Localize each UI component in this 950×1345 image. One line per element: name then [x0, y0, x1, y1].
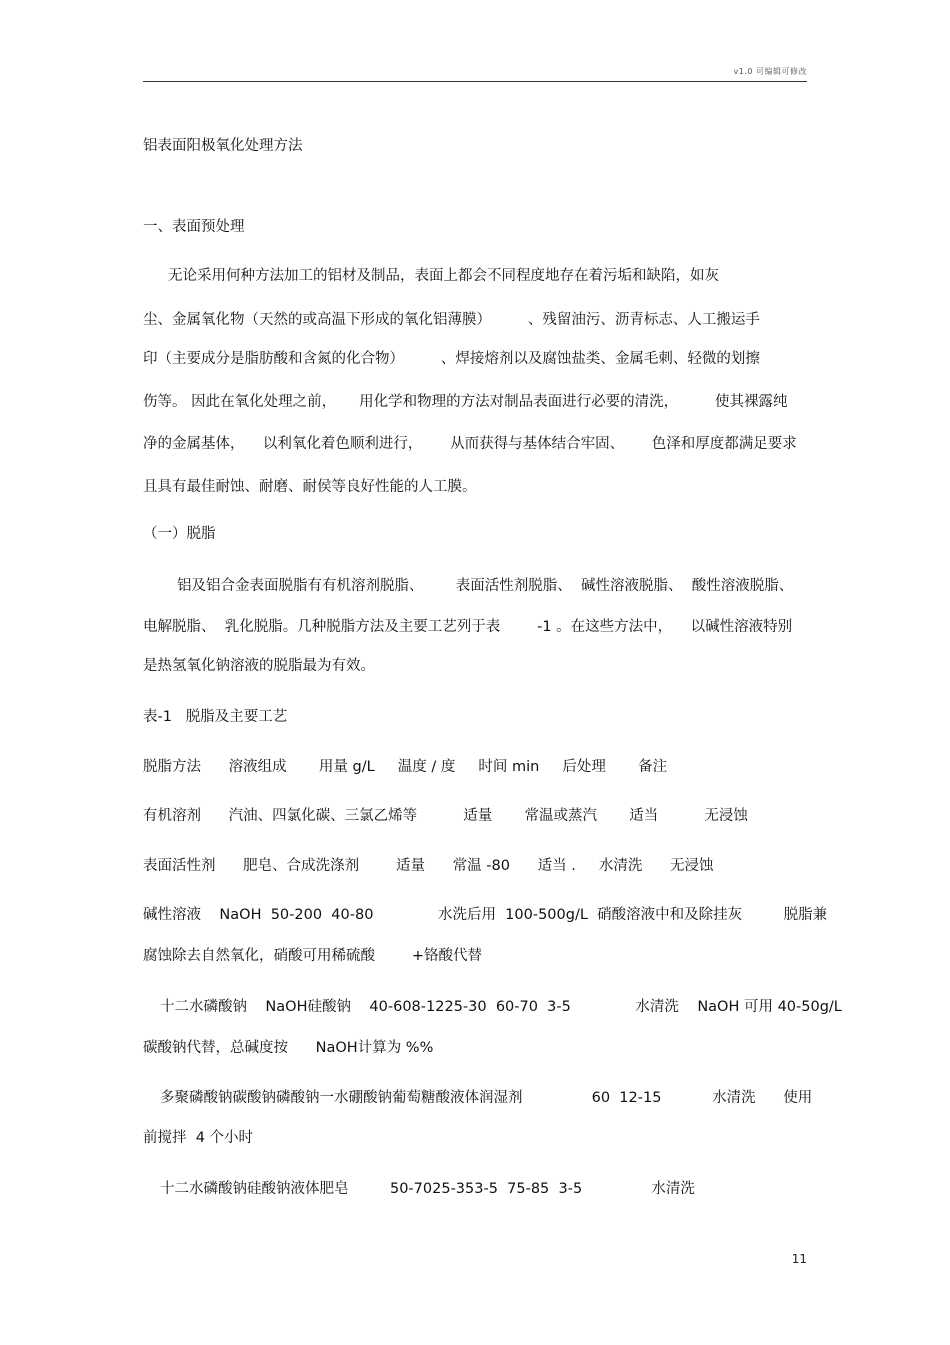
- table-row: 多聚磷酸钠碳酸钠磷酸钠一水硼酸钠葡萄糖酸液体润湿剂 60 12-15 水清洗 使用: [160, 1090, 813, 1106]
- table-row-continued: 碳酸钠代替，总碱度按 NaOH计算为 %%: [143, 1040, 434, 1056]
- table-row-continued: 前搅拌 4 个小时: [143, 1130, 254, 1146]
- table-caption: 表-1 脱脂及主要工艺: [143, 709, 288, 725]
- paragraph-line: 电解脱脂、 乳化脱脂。几种脱脂方法及主要工艺列于表 -1 。在这些方法中， 以碱性溶液特别: [143, 619, 793, 635]
- table-row: 碱性溶液 NaOH 50-200 40-80 水洗后用 100-500g/L 硝酸溶液中和及除挂灰 脱脂兼: [143, 907, 828, 923]
- paragraph-line: 且具有最佳耐蚀、耐磨、耐侯等良好性能的人工膜。: [143, 479, 477, 495]
- paragraph-line: 是热氢氧化钠溶液的脱脂最为有效。: [143, 658, 375, 674]
- page-number: 11: [791, 1252, 807, 1266]
- table-row-continued: 腐蚀除去自然氧化，硝酸可用稀硫酸 +铬酸代替: [143, 948, 483, 964]
- paragraph-line: 无论采用何种方法加工的铝材及制品，表面上都会不同程度地存在着污垢和缺陷，如灰: [168, 268, 719, 284]
- header-rule: [143, 81, 807, 82]
- paragraph-line: 印（主要成分是脂肪酸和含氮的化合物） 、焊接熔剂以及腐蚀盐类、金属毛刺、轻微的划擦: [143, 351, 760, 367]
- paragraph-line: 尘、金属氧化物（天然的或高温下形成的氧化铝薄膜） 、残留油污、沥青标志、人工搬运手: [143, 312, 760, 328]
- paragraph-line: 净的金属基体， 以利氧化着色顺利进行， 从而获得与基体结合牢固、 色泽和厚度都满足要求: [143, 436, 797, 452]
- table-row: 十二水磷酸钠 NaOH硅酸钠 40-608-1225-30 60-70 3-5 水清洗 NaOH 可用 40-50g/L: [160, 999, 842, 1015]
- table-row: 有机溶剂 汽油、四氯化碳、三氯乙烯等 适量 常温或蒸汽 适当 无浸蚀: [143, 808, 748, 824]
- table-header-row: 脱脂方法 溶液组成 用量 g/L 温度 / 度 时间 min 后处理 备注: [143, 759, 668, 775]
- section-heading: 一、表面预处理: [143, 219, 245, 235]
- header-version-note: v1.0 可编辑可修改: [733, 67, 807, 76]
- subsection-heading: （一）脱脂: [143, 526, 216, 542]
- paragraph-line: 铝及铝合金表面脱脂有有机溶剂脱脂、 表面活性剂脱脂、 碱性溶液脱脂、 酸性溶液脱脂、: [177, 578, 794, 594]
- table-row: 十二水磷酸钠硅酸钠液体肥皂 50-7025-353-5 75-85 3-5 水清洗: [160, 1181, 695, 1197]
- table-row: 表面活性剂 肥皂、合成洗涤剂 适量 常温 -80 适当 . 水清洗 无浸蚀: [143, 858, 714, 874]
- document-title: 铝表面阳极氧化处理方法: [143, 138, 303, 154]
- paragraph-line: 伤等。 因此在氧化处理之前， 用化学和物理的方法对制品表面进行必要的清洗， 使其裸露纯: [143, 394, 788, 410]
